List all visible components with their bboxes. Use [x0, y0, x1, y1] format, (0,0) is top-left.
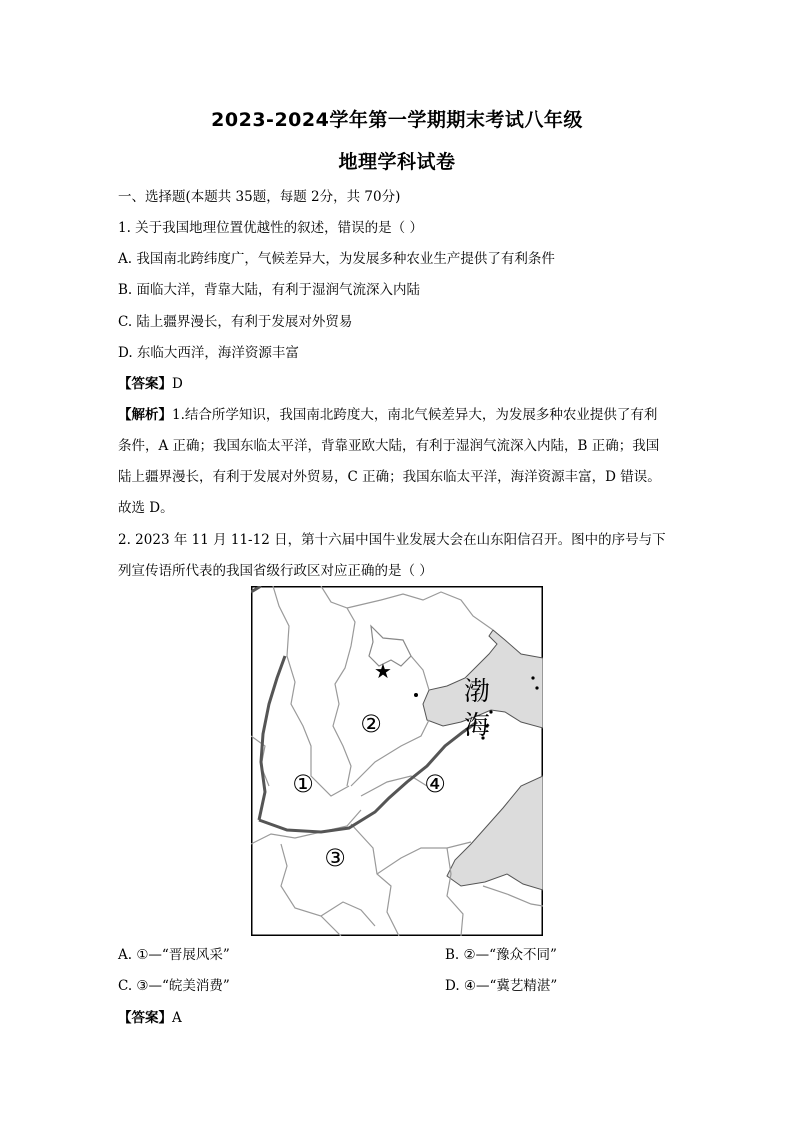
q1-option-a: A. 我国南北跨纬度广，气候差异大，为发展多种农业生产提供了有利条件	[118, 251, 555, 267]
map-label-region-2: ②	[360, 710, 382, 738]
q1-option-d: D. 东临大西洋，海洋资源丰富	[118, 345, 299, 361]
answer-value: D	[172, 376, 183, 392]
answer-value: A	[172, 1010, 182, 1026]
map-label-region-4: ④	[424, 770, 446, 798]
q2-stem-line-1: 2. 2023 年 11 月 11-12 日，第十六届中国牛业发展大会在山东阳信召开。图中的序号与下	[118, 532, 666, 548]
capital-star-icon: ★	[374, 659, 392, 683]
map-label-sea-char-2: 海	[463, 711, 491, 741]
exam-subtitle: 地理学科试卷	[338, 151, 456, 173]
answer-label: 【答案】	[118, 1010, 172, 1026]
analysis-label: 【解析】	[118, 407, 172, 423]
answer-label: 【答案】	[118, 376, 172, 392]
q2-option-c: C. ③—“皖美消费”	[118, 978, 230, 994]
map-label-region-3: ③	[324, 844, 346, 872]
province-map	[251, 586, 543, 936]
q1-stem: 1. 关于我国地理位置优越性的叙述，错误的是（ ）	[118, 220, 423, 236]
q2-stem-line-2: 列宣传语所代表的我国省级行政区对应正确的是（ ）	[118, 563, 433, 579]
q1-analysis-line-2: 条件，A 正确；我国东临太平洋，背靠亚欧大陆，有利于湿润气流深入内陆，B 正确；我国	[118, 438, 660, 454]
q2-option-d: D. ④—“冀艺精湛”	[445, 978, 558, 994]
map-label-region-1: ①	[292, 770, 314, 798]
analysis-text: 1.结合所学知识，我国南北跨度大，南北气候差异大，为发展多种农业提供了有利	[172, 407, 658, 423]
q1-analysis-line-3: 陆上疆界漫长，有利于发展对外贸易，C 正确；我国东临太平洋，海洋资源丰富，D 错误。	[118, 469, 661, 485]
section-heading: 一、选择题(本题共 35题，每题 2分，共 70分)	[118, 189, 401, 205]
q1-analysis-line-4: 故选 D。	[118, 500, 174, 516]
q2-option-a: A. ①—“晋展风采”	[118, 947, 230, 963]
q1-answer	[118, 375, 183, 393]
map-label-sea-char-1: 渤	[463, 677, 491, 707]
q1-analysis-line-1	[118, 406, 657, 424]
q1-option-c: C. 陆上疆界漫长，有利于发展对外贸易	[118, 314, 353, 330]
q2-option-b: B. ②—“豫众不同”	[445, 947, 557, 963]
q2-answer	[118, 1009, 182, 1027]
exam-title: 2023-2024学年第一学期期末考试八年级	[211, 109, 583, 131]
q1-option-b: B. 面临大洋，背靠大陆，有利于湿润气流深入内陆	[118, 282, 421, 298]
